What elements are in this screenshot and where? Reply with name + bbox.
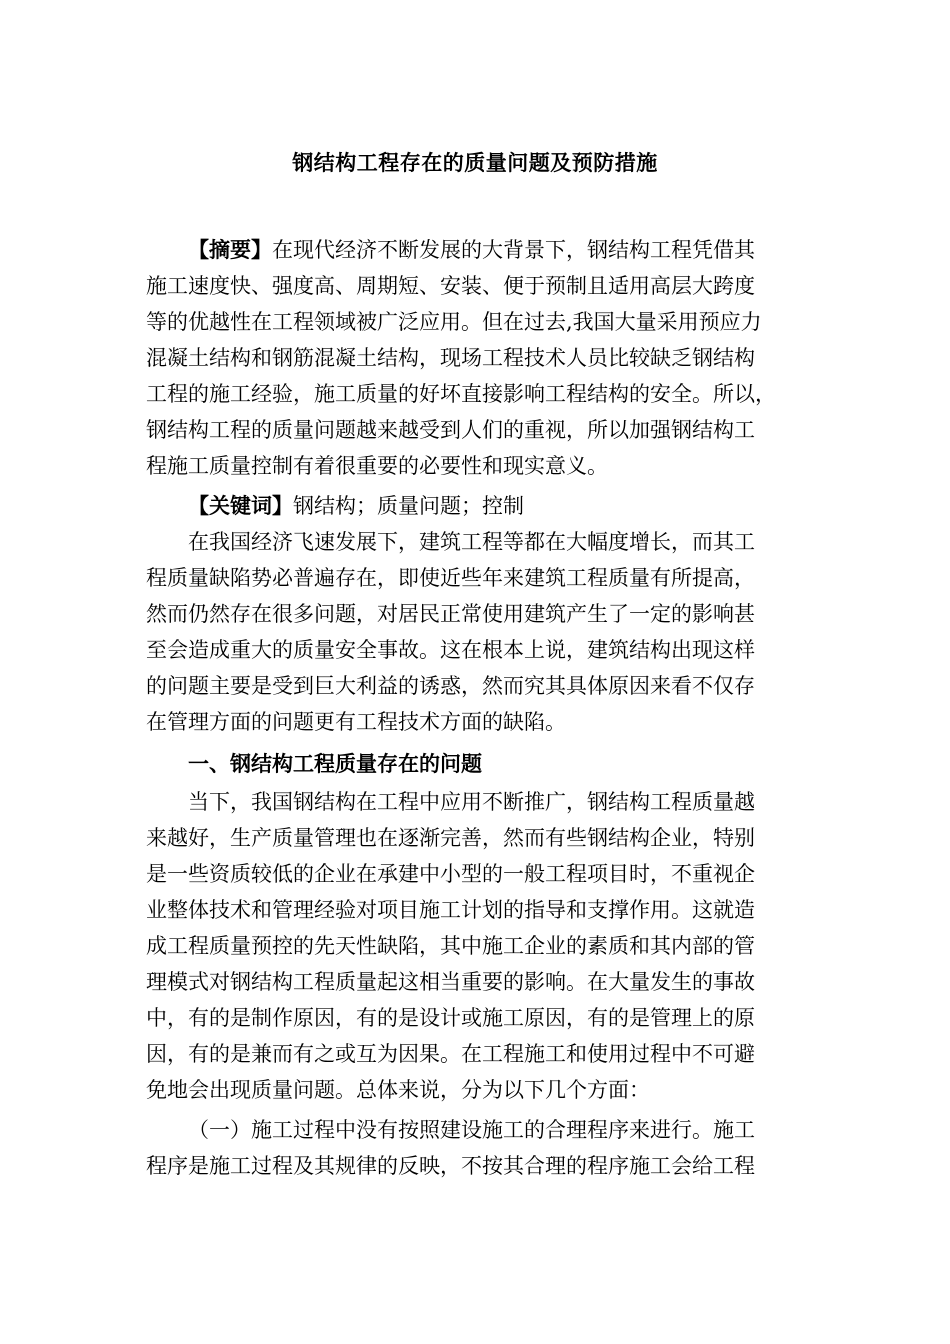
section-heading: 一、钢结构工程质量存在的问题 xyxy=(188,751,482,776)
abstract-line: 【摘要】在现代经济不断发展的大背景下，钢结构工程凭借其 xyxy=(188,237,755,262)
abstract-line: 混凝土结构和钢筋混凝土结构，现场工程技术人员比较缺乏钢结构 xyxy=(146,346,755,370)
abstract-line: 等的优越性在工程领域被广泛应用。但在过去,我国大量采用预应力 xyxy=(146,310,762,334)
paragraph-line: 当下，我国钢结构在工程中应用不断推广，钢结构工程质量越 xyxy=(188,790,755,814)
abstract-line: 程施工质量控制有着很重要的必要性和现实意义。 xyxy=(146,454,608,478)
paragraph-line: 成工程质量预控的先天性缺陷，其中施工企业的素质和其内部的管 xyxy=(146,934,755,958)
paragraph-line: 的问题主要是受到巨大利益的诱惑，然而究其具体原因来看不仅存 xyxy=(146,674,755,698)
paragraph-line: 理模式对钢结构工程质量起这相当重要的影响。在大量发生的事故 xyxy=(146,970,755,994)
abstract-label: 【摘要】 xyxy=(188,237,272,262)
document-title: 钢结构工程存在的质量问题及预防措施 xyxy=(292,150,658,175)
keywords-label: 【关键词】 xyxy=(188,493,293,518)
keywords-line xyxy=(188,488,826,524)
paragraph-line: 然而仍然存在很多问题，对居民正常使用建筑产生了一定的影响甚 xyxy=(146,602,755,626)
paragraph-line: 来越好，生产质量管理也在逐渐完善，然而有些钢结构企业，特别 xyxy=(146,826,755,850)
abstract-line: 工程的施工经验，施工质量的好坏直接影响工程结构的安全。所以， xyxy=(146,382,776,406)
paragraph-line: 至会造成重大的质量安全事故。这在根本上说，建筑结构出现这样 xyxy=(146,638,755,662)
paragraph-line: （一）施工过程中没有按照建设施工的合理程序来进行。施工 xyxy=(188,1118,755,1142)
paragraph-line: 程质量缺陷势必普遍存在，即使近些年来建筑工程质量有所提高， xyxy=(146,566,755,590)
paragraph-line: 在我国经济飞速发展下，建筑工程等都在大幅度增长，而其工 xyxy=(188,530,755,554)
paragraph-line: 是一些资质较低的企业在承建中小型的一般工程项目时，不重视企 xyxy=(146,862,755,886)
paragraph-line: 因，有的是兼而有之或互为因果。在工程施工和使用过程中不可避 xyxy=(146,1042,755,1066)
paragraph-line: 中，有的是制作原因，有的是设计或施工原因，有的是管理上的原 xyxy=(146,1006,755,1030)
abstract-line: 施工速度快、强度高、周期短、安装、便于预制且适用高层大跨度 xyxy=(146,274,755,298)
paragraph-line: 程序是施工过程及其规律的反映，不按其合理的程序施工会给工程 xyxy=(146,1154,755,1178)
paragraph-line: 在管理方面的问题更有工程技术方面的缺陷。 xyxy=(146,710,566,734)
abstract-line: 钢结构工程的质量问题越来越受到人们的重视，所以加强钢结构工 xyxy=(146,418,755,442)
paragraph-line: 免地会出现质量问题。总体来说，分为以下几个方面： xyxy=(146,1078,650,1102)
paragraph-line: 业整体技术和管理经验对项目施工计划的指导和支撑作用。这就造 xyxy=(146,898,755,922)
keywords-text: 钢结构；质量问题；控制 xyxy=(293,494,524,518)
